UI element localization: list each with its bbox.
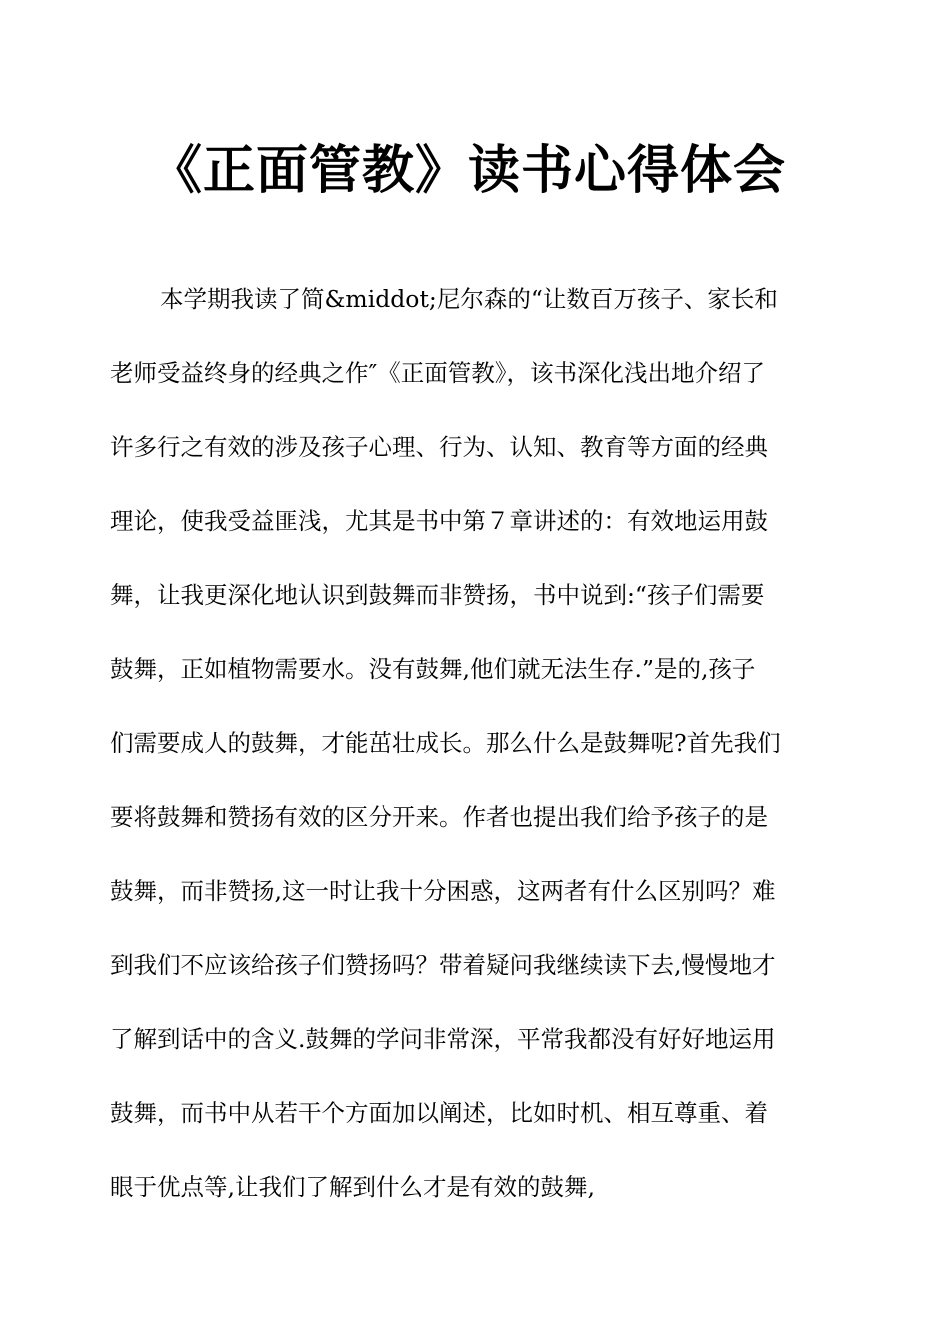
paragraph-line-10: 到我们不应该给孩子们赞扬吗？带着疑问我继续读下去,慢慢地才 [110,951,776,979]
paragraph-line-2: 老师受益终身的经典之作″《正面管教》，该书深化浅出地介绍了 [110,359,766,387]
body-paragraph [110,262,840,1224]
paragraph-line-3: 许多行之有效的涉及孩子心理、行为、认知、教育等方面的经典 [110,433,768,461]
paragraph-line-9: 鼓舞，而非赞扬,这一时让我十分困惑，这两者有什么区别吗？难 [110,877,776,905]
paragraph-line-11: 了解到话中的含义.鼓舞的学问非常深，平常我都没有好好地运用 [110,1025,776,1053]
paragraph-line-4: 理论，使我受益匪浅，尤其是书中第７章讲述的：有效地运用鼓 [110,507,768,535]
paragraph-line-12: 鼓舞，而书中从若干个方面加以阐述，比如时机、相互尊重、着 [110,1099,768,1127]
paragraph-line-13: 眼于优点等,让我们了解到什么才是有效的鼓舞, [110,1173,595,1201]
paragraph-line-1: 本学期我读了简&middot;尼尔森的“让数百万孩子、家长和 [160,285,778,313]
paragraph-line-8: 要将鼓舞和赞扬有效的区分开来。作者也提出我们给予孩子的是 [110,803,768,831]
paragraph-line-7: 们需要成人的鼓舞，才能茁壮成长。那么什么是鼓舞呢?首先我们 [110,729,781,757]
document-title: 《正面管教》读书心得体会 [150,141,787,201]
paragraph-line-5: 舞，让我更深化地认识到鼓舞而非赞扬，书中说到:“孩子们需要 [110,581,765,609]
paragraph-line-6: 鼓舞，正如植物需要水。没有鼓舞,他们就无法生存.”是的,孩子 [110,655,756,683]
